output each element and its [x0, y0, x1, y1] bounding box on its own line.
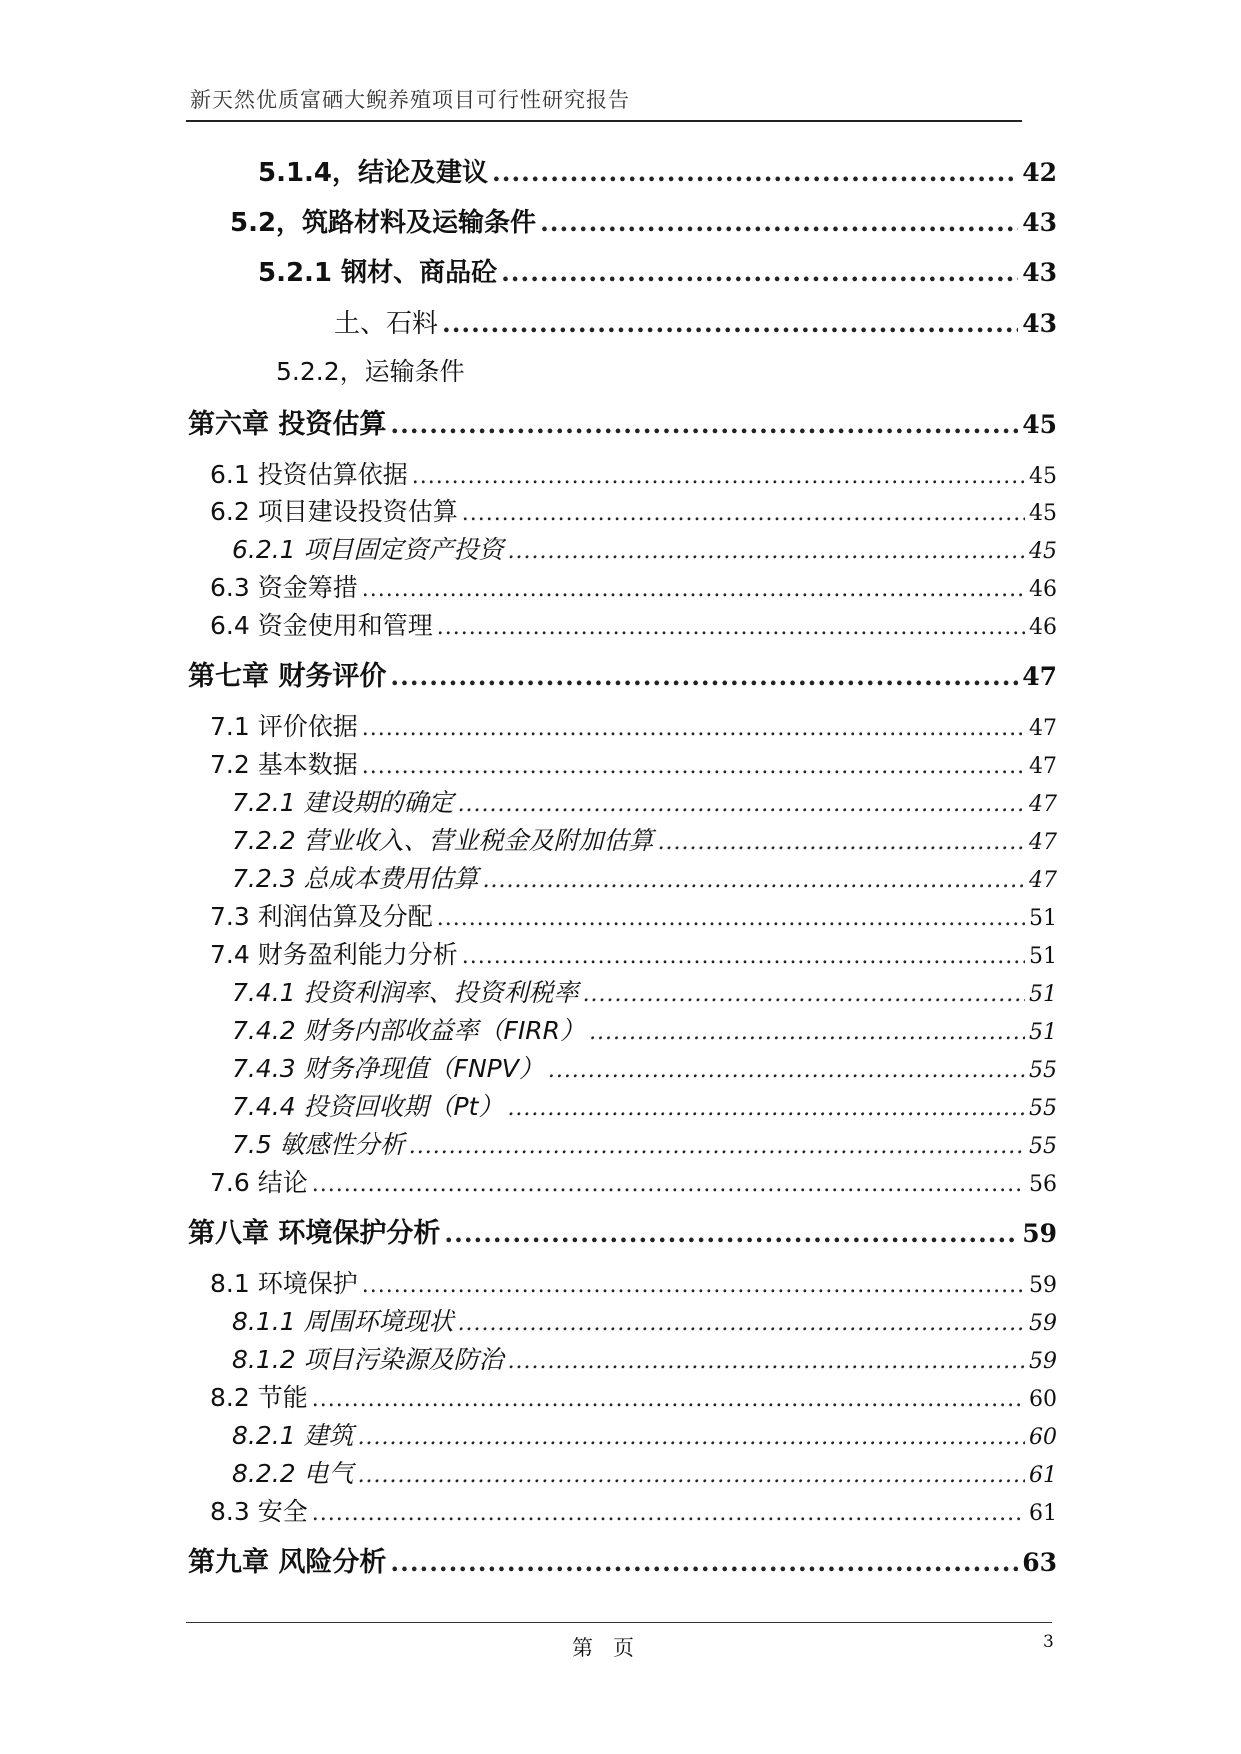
footer-divider [186, 1622, 1052, 1623]
toc-entry-label: 7.4.2 财务内部收益率（FIRR） [232, 1016, 586, 1045]
toc-entry-label: 7.4.3 财务净现值（FNPV） [232, 1054, 544, 1083]
toc-entry-page: 60 [1029, 1387, 1057, 1412]
header-divider [186, 120, 1022, 122]
footer-page-number: 3 [1043, 1632, 1054, 1652]
toc-entry-page: 51 [1029, 944, 1057, 969]
toc-subentry[interactable] [232, 1454, 1057, 1490]
dot-leader [358, 1425, 1025, 1450]
toc-entry-page: 63 [1022, 1548, 1057, 1577]
toc-entry-label: 第九章 风险分析 [188, 1547, 387, 1578]
dot-leader [312, 1501, 1025, 1526]
dot-leader [390, 1548, 1018, 1577]
toc-chapter-entry[interactable] [188, 1211, 1057, 1250]
dot-leader [409, 1134, 1025, 1159]
toc-chapter-entry[interactable] [188, 654, 1057, 693]
toc-subentry[interactable] [232, 1049, 1057, 1085]
toc-entry-page: 55 [1029, 1134, 1057, 1159]
toc-chapter-entry[interactable] [188, 402, 1057, 441]
toc-entry-label: 8.2 节能 [210, 1383, 308, 1412]
toc-entry-page: 59 [1029, 1273, 1057, 1298]
dot-leader [437, 906, 1025, 931]
toc-entry-label: 6.2.1 项目固定资产投资 [232, 535, 504, 564]
toc-entry-label: 5.2，筑路材料及运输条件 [230, 208, 537, 238]
toc-entry-page: 46 [1029, 615, 1057, 640]
toc-entry-label: 7.2.1 建设期的确定 [232, 788, 454, 817]
dot-leader [508, 1349, 1025, 1374]
toc-entry-page: 51 [1029, 982, 1057, 1007]
toc-entry[interactable] [230, 202, 1057, 239]
footer-page-label: 第页 [572, 1636, 654, 1660]
toc-subentry[interactable] [232, 1125, 1057, 1161]
toc-entry-page: 56 [1029, 1172, 1057, 1197]
toc-entry-page: 43 [1022, 208, 1057, 237]
dot-leader [492, 158, 1018, 187]
dot-leader [312, 1172, 1025, 1197]
dot-leader [583, 982, 1025, 1007]
toc-entry-page: 47 [1029, 754, 1057, 779]
toc-entry-page: 43 [1022, 309, 1057, 338]
toc-entry-page: 61 [1029, 1463, 1057, 1488]
dot-leader [462, 944, 1025, 969]
toc-subentry[interactable] [232, 783, 1057, 819]
toc-entry-label: 7.6 结论 [210, 1168, 308, 1197]
toc-entry-label: 7.5 敏感性分析 [232, 1130, 405, 1159]
toc-entry-page: 45 [1029, 464, 1057, 489]
toc-entry-page: 42 [1022, 158, 1057, 187]
toc-subentry[interactable] [232, 1087, 1057, 1123]
toc-entry-label: 7.4 财务盈利能力分析 [210, 940, 458, 969]
toc-entry-label: 6.1 投资估算依据 [210, 460, 408, 489]
toc-entry-page: 59 [1022, 1219, 1057, 1248]
toc-chapter-entry[interactable] [188, 1540, 1057, 1579]
toc-entry-label: 5.1.4，结论及建议 [258, 158, 489, 188]
toc-entry[interactable] [210, 1163, 1057, 1199]
toc-entry-label: 7.3 利润估算及分配 [210, 902, 433, 931]
toc-entry-label: 土、石料 [334, 309, 439, 339]
toc-subentry[interactable] [232, 1011, 1057, 1047]
dot-leader [501, 258, 1018, 287]
toc-entry-page: 55 [1029, 1058, 1057, 1083]
toc-entry[interactable] [258, 152, 1057, 189]
toc-entry-label: 8.1 环境保护 [210, 1269, 358, 1298]
page-header-title: 新天然优质富硒大鲵养殖项目可行性研究报告 [190, 88, 630, 112]
toc-entry-page: 51 [1029, 1020, 1057, 1045]
dot-leader [658, 830, 1025, 855]
toc-entry-label: 6.4 资金使用和管理 [210, 611, 433, 640]
toc-entry-page: 59 [1029, 1311, 1057, 1336]
toc-entry-label: 8.1.2 项目污染源及防治 [232, 1345, 504, 1374]
toc-entry-label: 8.2.1 建筑 [232, 1421, 354, 1450]
toc-entry-page: 45 [1029, 501, 1057, 526]
dot-leader [540, 208, 1018, 237]
toc-entry-label: 8.1.1 周围环境现状 [232, 1307, 454, 1336]
toc-entry[interactable] [210, 568, 1057, 604]
toc-entry-label: 第八章 环境保护分析 [188, 1218, 441, 1249]
toc-entry-label: 7.2.2 营业收入、营业税金及附加估算 [232, 826, 654, 855]
toc-entry[interactable] [258, 252, 1057, 289]
toc-entry-page: 51 [1029, 906, 1057, 931]
dot-leader [362, 716, 1025, 741]
toc-entry-page: 60 [1029, 1425, 1057, 1450]
toc-entry-page: 47 [1029, 830, 1057, 855]
toc-entry-label: 第六章 投资估算 [188, 409, 387, 440]
toc-entry-page: 47 [1029, 792, 1057, 817]
toc-entry-label: 5.2.1 钢材、商品砼 [258, 258, 498, 288]
toc-entry[interactable] [210, 897, 1057, 933]
toc-entry-label: 8.3 安全 [210, 1497, 308, 1526]
toc-entry[interactable] [334, 303, 1057, 340]
dot-leader [312, 1387, 1025, 1412]
toc-entry[interactable] [210, 745, 1057, 781]
toc-entry[interactable] [210, 1492, 1057, 1528]
toc-subentry[interactable] [232, 859, 1057, 895]
toc-entry-page: 46 [1029, 577, 1057, 602]
toc-entry-label[interactable]: 5.2.2，运输条件 [276, 357, 465, 386]
toc-entry-label: 7.4.4 投资回收期（Pt） [232, 1092, 504, 1121]
toc-subentry[interactable] [232, 1302, 1057, 1338]
toc-entry[interactable] [210, 492, 1057, 528]
toc-entry-page: 45 [1029, 539, 1057, 564]
toc-entry-page: 55 [1029, 1096, 1057, 1121]
dot-leader [483, 868, 1025, 893]
dot-leader [462, 501, 1025, 526]
toc-entry-page: 47 [1029, 868, 1057, 893]
dot-leader [548, 1058, 1025, 1083]
toc-entry-label: 8.2.2 电气 [232, 1459, 354, 1488]
dot-leader [444, 1219, 1018, 1248]
toc-entry-page: 61 [1029, 1501, 1057, 1526]
dot-leader [412, 464, 1025, 489]
toc-entry-label: 7.4.1 投资利润率、投资利税率 [232, 978, 579, 1007]
dot-leader [458, 1311, 1025, 1336]
toc-entry-page: 45 [1022, 410, 1057, 439]
toc-entry-page: 43 [1022, 258, 1057, 287]
toc-entry-page: 59 [1029, 1349, 1057, 1374]
dot-leader [362, 1273, 1025, 1298]
dot-leader [358, 1463, 1025, 1488]
dot-leader [437, 615, 1025, 640]
toc-entry-page: 47 [1029, 716, 1057, 741]
toc-entry-label: 6.3 资金筹措 [210, 573, 358, 602]
toc-entry-label: 7.2.3 总成本费用估算 [232, 864, 479, 893]
dot-leader [589, 1020, 1025, 1045]
dot-leader [362, 754, 1025, 779]
dot-leader [458, 792, 1025, 817]
toc-subentry[interactable] [232, 973, 1057, 1009]
dot-leader [390, 662, 1018, 691]
dot-leader [362, 577, 1025, 602]
toc-subentry[interactable] [232, 530, 1057, 566]
toc-entry-label: 第七章 财务评价 [188, 661, 387, 692]
dot-leader [507, 1096, 1025, 1121]
toc-subentry[interactable] [232, 1340, 1057, 1376]
toc-entry-label: 7.2 基本数据 [210, 750, 358, 779]
toc-entry[interactable] [210, 1378, 1057, 1414]
toc-entry[interactable] [210, 935, 1057, 971]
toc-subentry[interactable] [232, 821, 1057, 857]
toc-subentry[interactable] [232, 1416, 1057, 1452]
toc-entry[interactable] [210, 707, 1057, 743]
toc-entry-label: 6.2 项目建设投资估算 [210, 497, 458, 526]
toc-entry-page: 47 [1022, 662, 1057, 691]
toc-entry-label: 7.1 评价依据 [210, 712, 358, 741]
toc-entry[interactable] [210, 455, 1057, 491]
dot-leader [442, 309, 1018, 338]
toc-entry[interactable] [210, 1264, 1057, 1300]
dot-leader [508, 539, 1025, 564]
dot-leader [390, 410, 1018, 439]
toc-entry[interactable] [210, 606, 1057, 642]
